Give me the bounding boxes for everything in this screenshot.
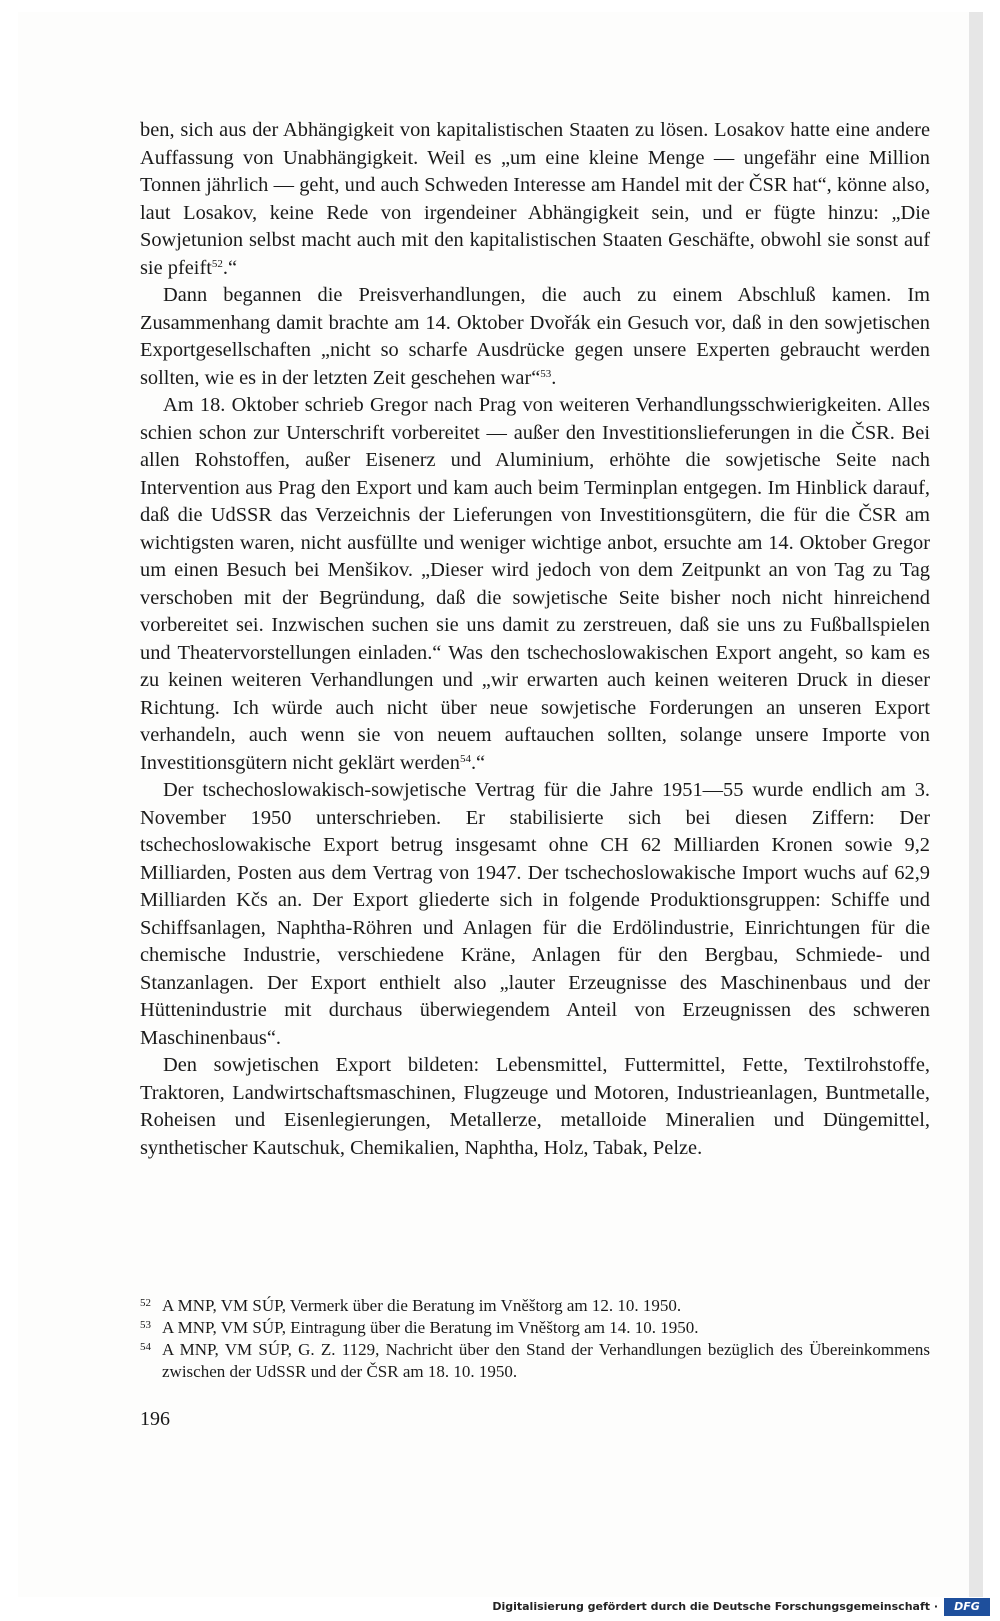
paragraph-2-text: Dann begannen die Preisverhandlungen, die auch zu einem Abschluß kamen. Im Zusammenhang damit brachte am 14. Oktober Dvořák ein Gesuch vor, daß in den sowjetischen Exportgesellschaften „nicht so scharfe Ausdrücke gegen unsere Experten gebraucht werden sollten, wie es in der letzten Zeit geschehen war“ <box>140 284 930 389</box>
footnote-mark: 52 <box>140 1297 151 1309</box>
paragraph-4 <box>140 777 930 1052</box>
paragraph-2-end: . <box>551 366 557 389</box>
footnote-ref-52[interactable]: 52 <box>211 257 223 270</box>
footnote-53 <box>140 1317 930 1339</box>
footnote-ref-53[interactable]: 53 <box>540 367 552 380</box>
paragraph-4-text: Der tschechoslowakisch-sowjetische Vertrag für die Jahre 1951—55 wurde endlich am 3. November 1950 unterschrieben. Er stabilisierte sich bei diesen Ziffern: Der tschechoslowakische Export betrug insgesamt ohne CH 62 Milliarden Kronen sowie 9,2 Milliarden, Posten aus dem Vertrag von 1947. Der tschechoslowakische Import wuchs auf 62,9 Milliarden Kčs an. Der Export gliederte sich in folgende Produktionsgruppen: Schiffe und Schiffsanlagen, Naphtha-Röhren und Anlagen für die Erdölindustrie, Einrichtungen für die chemische Industrie, verschiedene Kräne, Anlagen für den Bergbau, Schmiede- und Stanzanlagen. Der Export enthielt also „lauter Erzeugnisse des Maschinenbaus und der Hüttenindustrie mit durchaus überwiegendem Anteil von Erzeugnissen des schweren Maschinenbaus“. <box>140 779 930 1049</box>
footnotes <box>140 1295 930 1383</box>
paragraph-1 <box>140 117 930 282</box>
footnote-54 <box>140 1339 930 1383</box>
paragraph-3 <box>140 392 930 777</box>
paragraph-1-text: ben, sich aus der Abhängigkeit von kapitalistischen Staaten zu lösen. Losakov hatte eine andere Auffassung von Unabhängigkeit. Weil es „um eine kleine Menge — ungefähr eine Million Tonnen jährlich — geht, und auch Schweden Interesse am Handel mit der ČSR hat“, könne also, laut Losakov, keine Rede von irgendeiner Abhängigkeit sein, und er fügte hinzu: „Die Sowjetunion selbst macht auch mit den kapitalistischen Staaten Geschäfte, obwohl sie sonst auf sie pfeift <box>140 119 930 279</box>
scan-edge-strip <box>969 12 983 1597</box>
footnote-52 <box>140 1295 930 1317</box>
paragraph-1-end: .“ <box>222 256 238 279</box>
paragraph-3-text: Am 18. Oktober schrieb Gregor nach Prag von weiteren Verhandlungsschwierigkeiten. Alles schien schon zur Unterschrift vorbereitet — außer den Investitionslieferungen in die ČSR. Bei allen Rohstoffen, außer Eisenerz und Aluminium, erhöhte die sowjetische Seite nach Intervention aus Prag den Export und kam auch beim Terminplan entgegen. Im Hinblick darauf, daß die UdSSR das Verzeichnis der Lieferungen von Investitionsgütern, die für die ČSR am wichtigsten waren, nicht ausfüllte und weniger wichtige anbot, ersuchte am 14. Oktober Gregor um einen Besuch bei Menšikov. „Dieser wird jedoch von dem Zeitpunkt an von Tag zu Tag verschoben mit der Begründung, daß die sowjetische Seite bisher noch nicht hinreichend vorbereitet sei. Inzwischen suchen sie uns damit zu zerstreuen, daß sie uns zu Fußballspielen und Theatervorstellungen einladen.“ Was den tschechoslowakischen Export angeht, so kam es zu keinen weiteren Verhandlungen und „wir erwarten auch keinen weiteren Druck in dieser Richtung. Ich würde auch nicht über neue sowjetische Forderungen an unseren Export verhandeln, auch wenn sie von neuem auftauchen sollten, solange unsere Importe von Investitionsgütern nicht geklärt werden <box>140 394 930 774</box>
footnote-mark: 53 <box>140 1319 151 1331</box>
footnote-text: A MNP, VM SÚP, Eintragung über die Beratung im Vněštorg am 14. 10. 1950. <box>162 1318 699 1337</box>
paragraph-5 <box>140 1052 930 1162</box>
digitization-credit: Digitalisierung gefördert durch die Deutsche Forschungsgemeinschaft · <box>492 1600 938 1613</box>
footnote-text: A MNP, VM SÚP, Vermerk über die Beratung im Vněštorg am 12. 10. 1950. <box>162 1296 682 1315</box>
page-number: 196 <box>140 1408 170 1430</box>
footnote-ref-54[interactable]: 54 <box>459 752 471 765</box>
main-text <box>140 117 930 1162</box>
footnote-text: A MNP, VM SÚP, G. Z. 1129, Nachricht über den Stand der Verhandlungen bezüglich des Übereinkommens zwischen der UdSSR und der ČSR am 18. 10. 1950. <box>162 1340 930 1381</box>
footnote-mark: 54 <box>140 1341 151 1353</box>
paragraph-5-text: Den sowjetischen Export bildeten: Lebensmittel, Futtermittel, Fette, Textilrohstoffe, Traktoren, Landwirtschaftsmaschinen, Flugzeuge und Motoren, Industrieanlagen, Buntmetalle, Roheisen und Eisenlegierungen, Metallerze, metalloide Mineralien und Düngemittel, synthetischer Kautschuk, Chemikalien, Naphtha, Holz, Tabak, Pelze. <box>140 1054 930 1159</box>
paragraph-3-end: .“ <box>470 751 486 774</box>
paragraph-2 <box>140 282 930 392</box>
dfg-logo[interactable]: DFG <box>944 1598 990 1616</box>
